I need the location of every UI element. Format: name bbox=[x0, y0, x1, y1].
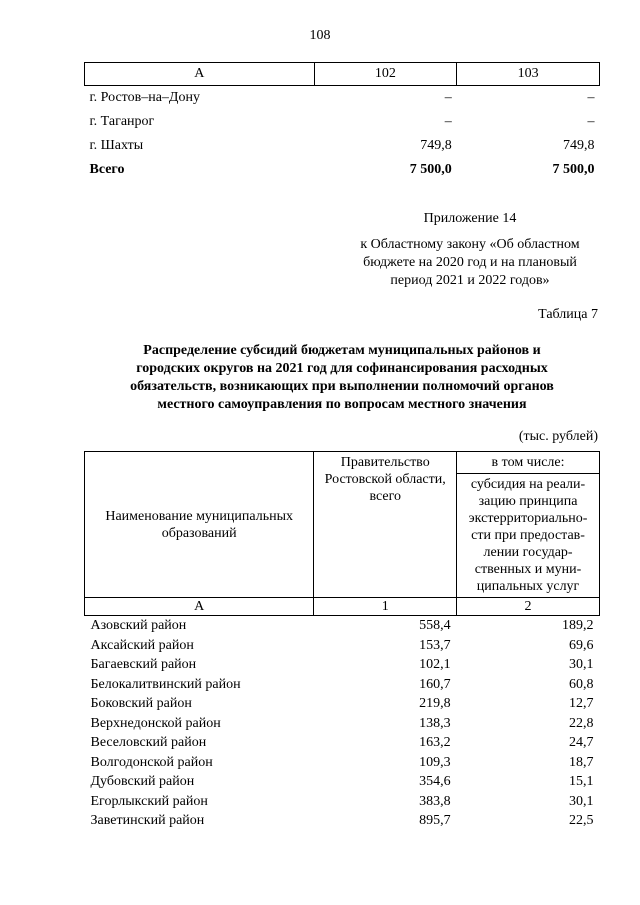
appendix-line: к Областному закону «Об областном bbox=[360, 237, 580, 252]
row-total: 102,1 bbox=[419, 657, 451, 673]
heading-line: городских округов на 2021 год для софинансирования расходных bbox=[136, 361, 548, 376]
row-name: Азовский район bbox=[90, 618, 187, 634]
row-subsidy: 22,5 bbox=[569, 813, 594, 829]
table-row bbox=[85, 772, 600, 792]
appendix-line: период 2021 и 2022 годов» bbox=[390, 273, 550, 288]
row-total: 163,2 bbox=[419, 735, 451, 751]
row-name: Багаевский район bbox=[90, 657, 197, 673]
row-subsidy: 18,7 bbox=[569, 754, 594, 770]
table-row bbox=[85, 134, 600, 158]
row-name: Заветинский район bbox=[90, 813, 205, 829]
row-total: 383,8 bbox=[419, 793, 451, 809]
total-label: Всего bbox=[89, 162, 125, 177]
row-total: 138,3 bbox=[419, 715, 451, 731]
total-value: 7 500,0 bbox=[409, 162, 452, 177]
table-row bbox=[85, 636, 600, 656]
column-letter: 2 bbox=[457, 598, 600, 616]
heading-line: местного самоуправления по вопросам местного значения bbox=[157, 397, 527, 412]
table-row bbox=[85, 753, 600, 773]
column-header: 102 bbox=[314, 63, 457, 86]
total-row bbox=[85, 158, 600, 182]
row-name: Дубовский район bbox=[90, 774, 195, 790]
column-header-including: в том числе: bbox=[457, 452, 600, 474]
row-total: 219,8 bbox=[419, 696, 451, 712]
row-subsidy: 189,2 bbox=[562, 618, 594, 634]
appendix-title: Приложение 14 bbox=[423, 211, 517, 226]
row-subsidy: 30,1 bbox=[569, 657, 594, 673]
table-row bbox=[85, 655, 600, 675]
row-subsidy: 30,1 bbox=[569, 793, 594, 809]
row-name: Белокалитвинский район bbox=[90, 676, 241, 692]
row-total: 558,4 bbox=[419, 618, 451, 634]
row-value: 749,8 bbox=[563, 138, 595, 153]
column-header-total: Правительство Ростовской области, всего bbox=[314, 452, 457, 598]
column-letter: 1 bbox=[314, 598, 457, 616]
total-value: 7 500,0 bbox=[552, 162, 595, 177]
row-total: 895,7 bbox=[419, 813, 451, 829]
column-header: А bbox=[85, 63, 315, 86]
table-row bbox=[85, 792, 600, 812]
row-total: 153,7 bbox=[419, 637, 451, 653]
row-total: 160,7 bbox=[419, 676, 451, 692]
row-total: 109,3 bbox=[419, 754, 451, 770]
appendix-note bbox=[340, 210, 600, 290]
row-name: Аксайский район bbox=[90, 637, 194, 653]
row-subsidy: 15,1 bbox=[569, 774, 594, 790]
page-number: 108 bbox=[309, 28, 331, 43]
continued-table bbox=[84, 62, 600, 182]
subsidy-table bbox=[84, 451, 600, 831]
row-name: Верхнедонской район bbox=[90, 715, 221, 731]
table-number: Таблица 7 bbox=[538, 307, 598, 322]
row-value: 749,8 bbox=[420, 138, 452, 153]
row-value: – bbox=[444, 90, 452, 105]
document-heading bbox=[84, 342, 600, 414]
row-name: Веселовский район bbox=[90, 735, 207, 751]
row-value: – bbox=[444, 114, 452, 129]
row-value: – bbox=[587, 90, 595, 105]
table-row bbox=[85, 714, 600, 734]
table-row bbox=[85, 616, 600, 636]
row-name: Егорлыкский район bbox=[90, 793, 208, 809]
row-name: г. Таганрог bbox=[89, 114, 155, 129]
row-name: г. Ростов–на–Дону bbox=[89, 90, 200, 105]
row-subsidy: 24,7 bbox=[569, 735, 594, 751]
table-row bbox=[85, 675, 600, 695]
units-label: (тыс. рублей) bbox=[518, 429, 598, 444]
column-letter: А bbox=[85, 598, 314, 616]
heading-line: обязательств, возникающих при выполнении полномочий органов bbox=[130, 379, 554, 394]
heading-line: Распределение субсидий бюджетам муниципальных районов и bbox=[143, 343, 541, 358]
continued-table-header bbox=[85, 63, 600, 86]
table-row bbox=[85, 86, 600, 111]
table-row bbox=[85, 811, 600, 831]
row-name: Боковский район bbox=[90, 696, 192, 712]
column-header-name: Наименование муниципальных образований bbox=[85, 452, 314, 598]
row-name: г. Шахты bbox=[89, 138, 144, 153]
row-subsidy: 69,6 bbox=[569, 637, 594, 653]
table-row bbox=[85, 110, 600, 134]
row-name: Волгодонской район bbox=[90, 754, 213, 770]
table-row bbox=[85, 733, 600, 753]
table-row bbox=[85, 694, 600, 714]
row-value: – bbox=[587, 114, 595, 129]
row-subsidy: 12,7 bbox=[569, 696, 594, 712]
appendix-line: бюджете на 2020 год и на плановый bbox=[363, 255, 577, 270]
row-subsidy: 22,8 bbox=[569, 715, 594, 731]
column-header-subsidy: субсидия на реали-зацию принципа экстерриториально-сти при предостав-лении государ-ственных и муни-ципальных услуг bbox=[457, 474, 600, 598]
column-header: 103 bbox=[457, 63, 600, 86]
row-subsidy: 60,8 bbox=[569, 676, 594, 692]
row-total: 354,6 bbox=[419, 774, 451, 790]
